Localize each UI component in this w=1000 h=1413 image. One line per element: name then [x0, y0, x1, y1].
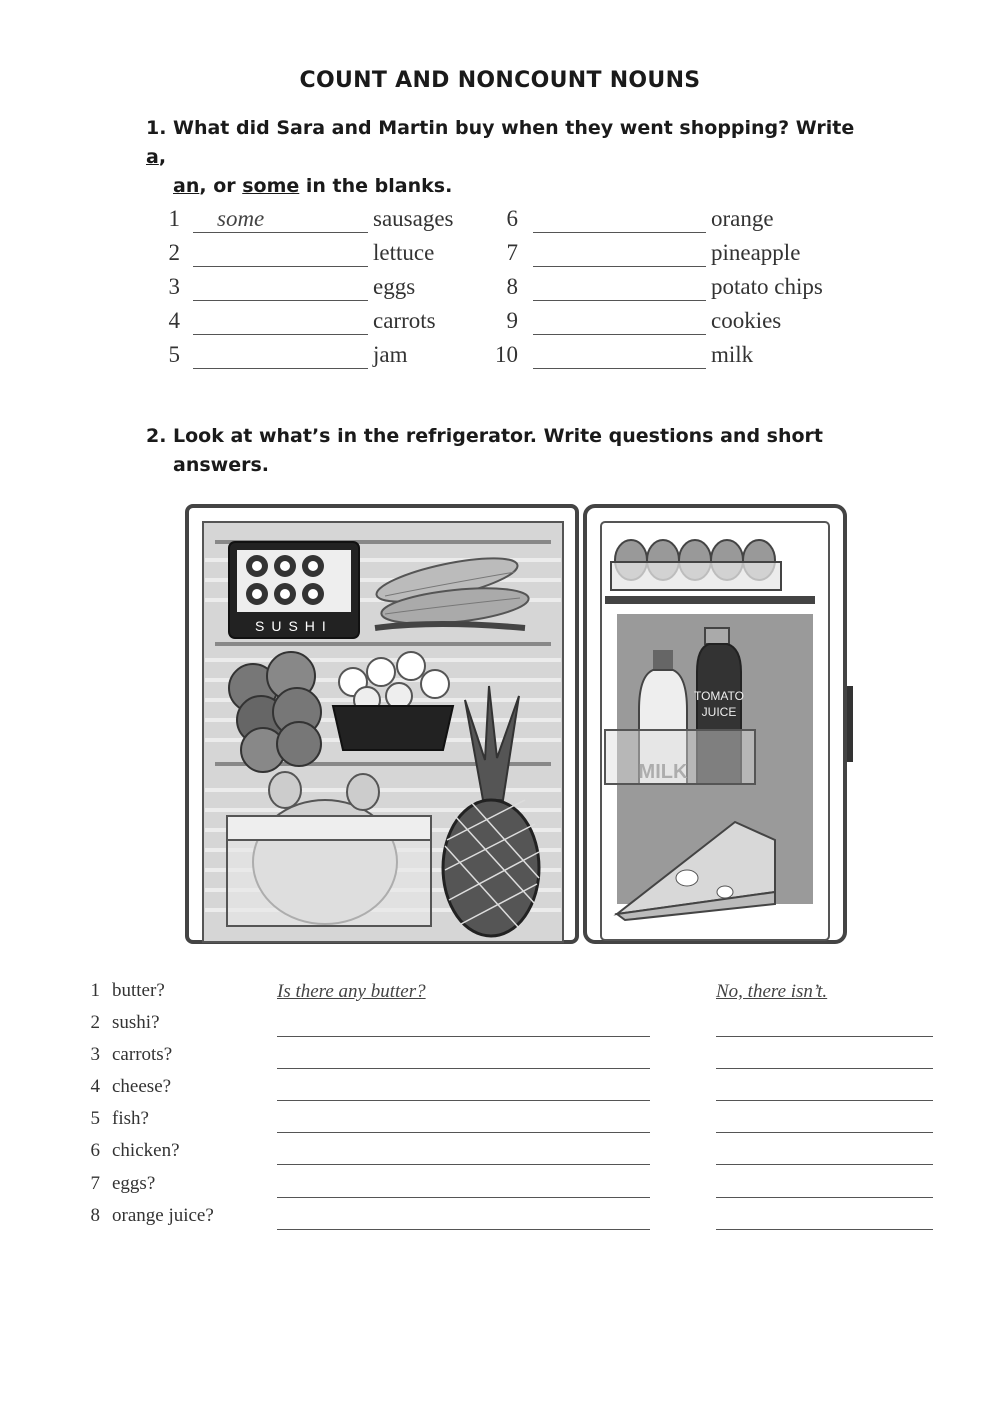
door-bin — [605, 730, 755, 784]
item-number: 5 — [90, 1108, 100, 1129]
item-number: 2 — [168, 240, 180, 265]
item-word: butter? — [112, 980, 165, 1001]
juice-label-2: JUICE — [701, 705, 737, 719]
refrigerator-illustration — [185, 500, 857, 948]
question-field[interactable] — [277, 1012, 650, 1037]
option-some: some — [242, 175, 300, 197]
item-word: milk — [711, 342, 754, 367]
answer-blank[interactable] — [193, 206, 368, 233]
item-number: 8 — [506, 274, 518, 299]
item-word: sausages — [373, 206, 454, 231]
item-word: sushi? — [112, 1012, 160, 1033]
option-an: an — [173, 175, 200, 197]
exercise-1-item — [150, 274, 490, 308]
milk-label: MILK — [638, 761, 688, 783]
answer-blank[interactable] — [193, 342, 368, 369]
exercise-2-text-line2: answers. — [173, 454, 269, 476]
exercise-2-item — [0, 1140, 1000, 1172]
item-number: 4 — [168, 308, 180, 333]
answer-blank[interactable] — [533, 240, 706, 267]
exercise-1-item — [488, 206, 848, 240]
item-word: lettuce — [373, 240, 435, 265]
exercise-2-item — [0, 1012, 1000, 1044]
answer-field[interactable] — [716, 1012, 933, 1037]
answer-field[interactable] — [716, 1173, 933, 1198]
exercise-1-item — [488, 274, 848, 308]
exercise-1-text-mid: , or — [199, 175, 243, 197]
item-word: jam — [373, 342, 408, 367]
sushi-label: SUSHI — [255, 618, 333, 634]
answer-field[interactable] — [716, 1108, 933, 1133]
item-word: eggs — [373, 274, 416, 299]
question-field[interactable] — [277, 980, 650, 1004]
question-field[interactable] — [277, 1173, 650, 1198]
item-number: 8 — [90, 1205, 100, 1226]
exercise-1-item — [488, 240, 848, 274]
answer-field[interactable] — [716, 1044, 933, 1069]
exercise-2-item — [0, 1044, 1000, 1076]
exercise-2-item — [0, 1108, 1000, 1140]
door-handle[interactable] — [847, 686, 853, 762]
item-number: 1 — [90, 980, 100, 1001]
item-word: eggs? — [112, 1173, 156, 1194]
item-number: 1 — [168, 206, 180, 231]
item-number: 6 — [506, 206, 518, 231]
exercise-1-item — [488, 342, 848, 376]
answer-blank[interactable] — [193, 274, 368, 301]
question-field[interactable] — [277, 1108, 650, 1133]
item-number: 4 — [90, 1076, 100, 1097]
item-word: cheese? — [112, 1076, 172, 1097]
shelf — [215, 642, 551, 646]
answer-field[interactable] — [716, 1205, 933, 1230]
answer-blank[interactable] — [533, 342, 706, 369]
answer-field[interactable] — [716, 1076, 933, 1101]
exercise-2-item — [0, 980, 1000, 1012]
exercise-1-text-part1: What did Sara and Martin buy when they went shopping? Write — [173, 117, 855, 139]
answer-blank[interactable] — [193, 240, 368, 267]
exercise-2-item — [0, 1173, 1000, 1205]
item-number: 3 — [90, 1044, 100, 1065]
item-word: carrots — [373, 308, 436, 333]
item-word: orange juice? — [112, 1205, 214, 1226]
apples — [229, 652, 321, 772]
item-number: 2 — [90, 1012, 100, 1033]
item-number: 6 — [90, 1140, 100, 1161]
answer-field[interactable] — [716, 1140, 933, 1165]
exercise-1-item — [150, 240, 490, 274]
question-field[interactable] — [277, 1076, 650, 1101]
question-text: Is there any butter? — [277, 981, 426, 1002]
item-number: 5 — [168, 342, 180, 367]
exercise-2-item — [0, 1205, 1000, 1237]
answer-field[interactable] — [716, 980, 933, 1004]
item-number: 10 — [495, 342, 518, 367]
exercise-2-item — [0, 1076, 1000, 1108]
exercise-1-item — [150, 308, 490, 342]
item-number: 7 — [506, 240, 518, 265]
sushi-box — [229, 542, 359, 638]
item-number: 9 — [506, 308, 518, 333]
item-word: carrots? — [112, 1044, 173, 1065]
option-a: a — [146, 146, 159, 168]
exercise-1-text-part2: in the blanks. — [299, 175, 453, 197]
item-word: cookies — [711, 308, 782, 333]
item-number: 3 — [168, 274, 180, 299]
answer-blank[interactable] — [533, 206, 706, 233]
item-word: fish? — [112, 1108, 149, 1129]
question-field[interactable] — [277, 1140, 650, 1165]
comma: , — [158, 146, 167, 168]
exercise-1-item — [488, 308, 848, 342]
item-word: pineapple — [711, 240, 801, 265]
item-word: chicken? — [112, 1140, 180, 1161]
answer-text: No, there isn’t. — [716, 981, 828, 1002]
exercise-1-number: 1. — [146, 117, 167, 139]
juice-label-1: TOMATO — [693, 689, 745, 703]
item-word: orange — [711, 206, 774, 231]
item-number: 7 — [90, 1173, 100, 1194]
page-title: COUNT AND NONCOUNT NOUNS — [299, 68, 701, 93]
exercise-1-instruction — [146, 114, 866, 201]
item-word: potato chips — [711, 274, 823, 299]
answer-blank[interactable] — [193, 308, 368, 335]
exercise-2-number: 2. — [146, 425, 167, 447]
question-field[interactable] — [277, 1205, 650, 1230]
answer-blank[interactable] — [533, 274, 706, 301]
answer-blank[interactable] — [533, 308, 706, 335]
answer-text: some — [217, 206, 265, 231]
exercise-1-item — [150, 342, 490, 376]
exercise-2-text-line1: Look at what’s in the refrigerator. Write questions and short — [173, 425, 823, 447]
question-field[interactable] — [277, 1044, 650, 1069]
exercise-2-instruction — [146, 422, 866, 480]
exercise-1-item — [150, 206, 490, 240]
